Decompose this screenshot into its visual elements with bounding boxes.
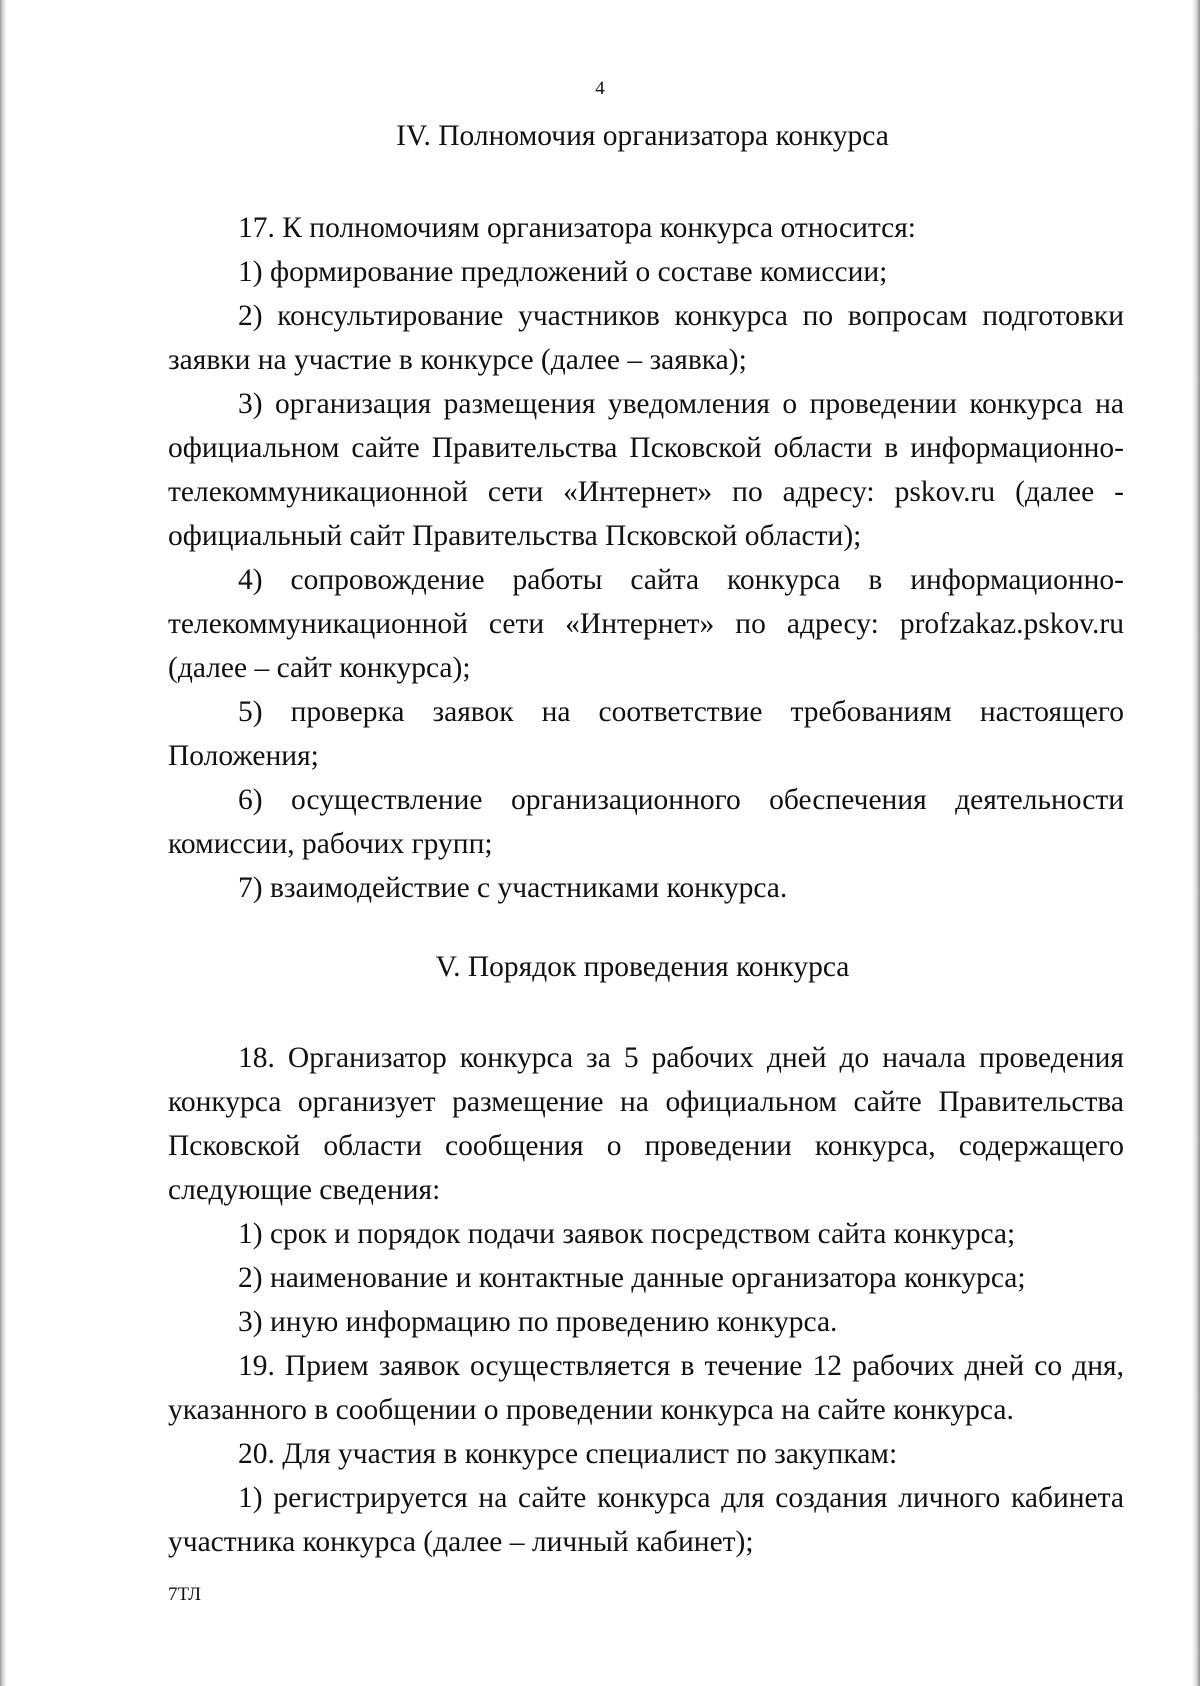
section-5-heading: V. Порядок проведения конкурса: [435, 951, 850, 983]
section-4-body: [168, 206, 1124, 910]
scan-edge-left: [0, 0, 7, 1686]
list-item: 2) консультирование участников конкурса по вопросам подготовки заявки на участие в конкурсе (далее – заявка);: [168, 300, 1124, 376]
paragraph: 20. Для участия в конкурсе специалист по закупкам:: [238, 1438, 898, 1470]
list-item: 1) формирование предложений о составе комиссии;: [238, 256, 888, 288]
list-item: 7) взаимодействие с участниками конкурса.: [238, 872, 788, 904]
list-item: 1) регистрируется на сайте конкурса для создания личного кабинета участника конкурса (далее – личный кабинет);: [168, 1482, 1124, 1558]
paragraph: 17. К полномочиям организатора конкурса относится:: [238, 212, 916, 244]
list-item: 6) осуществление организационного обеспечения деятельности комиссии, рабочих групп;: [168, 784, 1124, 860]
list-item: 2) наименование и контактные данные организатора конкурса;: [238, 1262, 1026, 1294]
list-item: 5) проверка заявок на соответствие требованиям настоящего Положения;: [168, 696, 1124, 772]
footer-code: 7ТЛ: [168, 1584, 202, 1605]
section-5-body: [168, 1036, 1124, 1564]
page-number: 4: [595, 78, 605, 99]
list-item: 4) сопровождение работы сайта конкурса в информационно-телекоммуникационной сети «Интернет» по адресу: profzakaz.pskov.ru (далее – сайт конкурса);: [168, 564, 1124, 684]
section-4-heading: IV. Полномочия организатора конкурса: [396, 120, 889, 152]
list-item: 3) иную информацию по проведению конкурса.: [238, 1306, 838, 1338]
list-item: 3) организация размещения уведомления о проведении конкурса на официальном сайте Правительства Псковской области в информационно-телекоммуникационной сети «Интернет» по адресу: pskov.ru (далее - официальный сайт Правительства Псковской области);: [168, 388, 1124, 552]
paragraph: 19. Прием заявок осуществляется в течение 12 рабочих дней со дня, указанного в сообщении о проведении конкурса на сайте конкурса.: [168, 1350, 1124, 1426]
paragraph: 18. Организатор конкурса за 5 рабочих дней до начала проведения конкурса организует размещение на официальном сайте Правительства Псковской области сообщения о проведении конкурса, содержащего следующие сведения:: [168, 1042, 1124, 1206]
scan-edge-right: [1192, 0, 1200, 1686]
list-item: 1) срок и порядок подачи заявок посредством сайта конкурса;: [238, 1218, 1016, 1250]
